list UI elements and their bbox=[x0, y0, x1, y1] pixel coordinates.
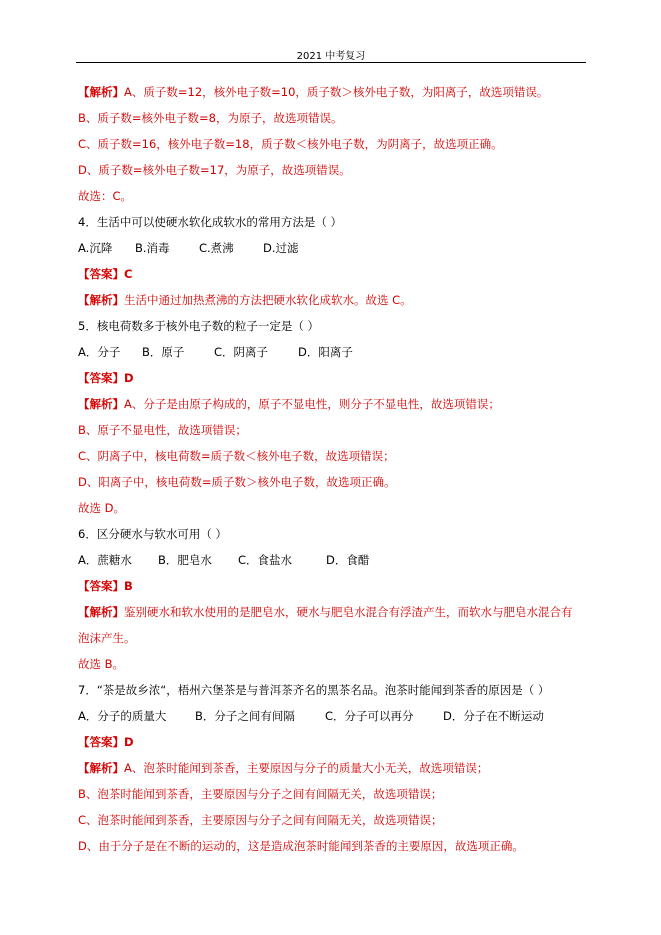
q4-option-d: D.过滤 bbox=[263, 241, 299, 255]
question-4: 4．生活中可以使硬水软化成软水的常用方法是（ ） bbox=[78, 215, 342, 229]
question-7-options bbox=[78, 708, 544, 724]
q4-explanation bbox=[78, 292, 412, 308]
q5-explanation-line-2: B、原子不显电性，故选项错误； bbox=[78, 423, 247, 437]
q7-answer: 【答案】D bbox=[78, 735, 134, 749]
q6-option-c: C．食盐水 bbox=[238, 553, 293, 567]
explanation-text: 生活中通过加热煮沸的方法把硬水软化成软水。故选 C。 bbox=[124, 293, 412, 307]
q6-option-b: B．肥皂水 bbox=[158, 553, 212, 567]
q4-option-c: C.煮沸 bbox=[199, 241, 234, 255]
q6-explanation-line-2: 泡沫产生。 bbox=[78, 631, 136, 645]
q6-explanation-line-1 bbox=[78, 604, 573, 620]
question-4-options bbox=[78, 240, 299, 256]
q6-option-a: A．蔗糖水 bbox=[78, 553, 132, 567]
q7-explanation-line-3: C、泡茶时能闻到茶香，主要原因与分子之间有间隔无关，故选项错误； bbox=[78, 813, 443, 827]
q7-option-c: C．分子可以再分 bbox=[325, 709, 414, 723]
q3-conclusion: 故选：C。 bbox=[78, 189, 133, 203]
q5-conclusion: 故选 D。 bbox=[78, 501, 126, 515]
q6-option-d: D．食醋 bbox=[326, 553, 370, 567]
q3-explanation-line-1 bbox=[78, 84, 548, 100]
q5-explanation-line-4: D、阳离子中，核电荷数=质子数＞核外电子数，故选项正确。 bbox=[78, 475, 396, 489]
q5-option-a: A．分子 bbox=[78, 345, 121, 359]
question-5: 5．核电荷数多于核外电子数的粒子一定是（ ） bbox=[78, 319, 319, 333]
question-7: 7．“茶是故乡浓“，梧州六堡茶是与普洱茶齐名的黑茶名品。泡茶时能闻到茶香的原因是（ ） bbox=[78, 683, 550, 697]
explanation-tag: 【解析】 bbox=[78, 605, 124, 619]
question-6: 6．区分硬水与软水可用（ ） bbox=[78, 527, 227, 541]
q6-answer: 【答案】B bbox=[78, 579, 133, 593]
q5-option-c: C．阴离子 bbox=[214, 345, 269, 359]
q4-option-a: A.沉降 bbox=[78, 241, 113, 255]
q7-option-b: B．分子之间有间隔 bbox=[195, 709, 295, 723]
q4-option-b: B.消毒 bbox=[135, 241, 170, 255]
q7-option-a: A．分子的质量大 bbox=[78, 709, 167, 723]
q3-explanation-line-2: B、质子数=核外电子数=8，为原子，故选项错误。 bbox=[78, 111, 343, 125]
explanation-tag: 【解析】 bbox=[78, 293, 124, 307]
page-header: 2021 中考复习 bbox=[296, 51, 366, 62]
q5-explanation-line-1 bbox=[78, 396, 500, 412]
q5-answer: 【答案】D bbox=[78, 371, 134, 385]
explanation-text: A、质子数=12，核外电子数=10，质子数＞核外电子数，为阳离子，故选项错误。 bbox=[124, 85, 549, 99]
q7-explanation-line-4: D、由于分子是在不断的运动的，这是造成泡茶时能闻到茶香的主要原因，故选项正确。 bbox=[78, 839, 524, 853]
q7-explanation-line-2: B、泡茶时能闻到茶香，主要原因与分子之间有间隔无关，故选项错误； bbox=[78, 787, 443, 801]
q6-conclusion: 故选 B。 bbox=[78, 657, 125, 671]
q5-option-b: B．原子 bbox=[142, 345, 185, 359]
q3-explanation-line-4: D、质子数=核外电子数=17，为原子，故选项错误。 bbox=[78, 163, 351, 177]
explanation-text: A、泡茶时能闻到茶香，主要原因与分子的质量大小无关，故选项错误； bbox=[124, 761, 489, 775]
q5-explanation-line-3: C、阴离子中，核电荷数=质子数＜核外电子数，故选项错误； bbox=[78, 449, 395, 463]
question-6-options bbox=[78, 552, 369, 568]
explanation-tag: 【解析】 bbox=[78, 397, 124, 411]
q7-option-d: D．分子在不断运动 bbox=[443, 709, 544, 723]
question-5-options bbox=[78, 344, 353, 360]
explanation-tag: 【解析】 bbox=[78, 85, 124, 99]
q3-explanation-line-3: C、质子数=16，核外电子数=18，质子数＜核外电子数，为阴离子，故选项正确。 bbox=[78, 137, 503, 151]
explanation-text: A、分子是由原子构成的，原子不显电性，则分子不显电性，故选项错误； bbox=[124, 397, 500, 411]
explanation-tag: 【解析】 bbox=[78, 761, 124, 775]
explanation-text: 鉴别硬水和软水使用的是肥皂水，硬水与肥皂水混合有浮渣产生，而软水与肥皂水混合有 bbox=[124, 605, 573, 619]
header-rule bbox=[76, 62, 586, 63]
q4-answer: 【答案】C bbox=[78, 267, 133, 281]
q5-option-d: D．阳离子 bbox=[298, 345, 353, 359]
q7-explanation-line-1 bbox=[78, 760, 488, 776]
